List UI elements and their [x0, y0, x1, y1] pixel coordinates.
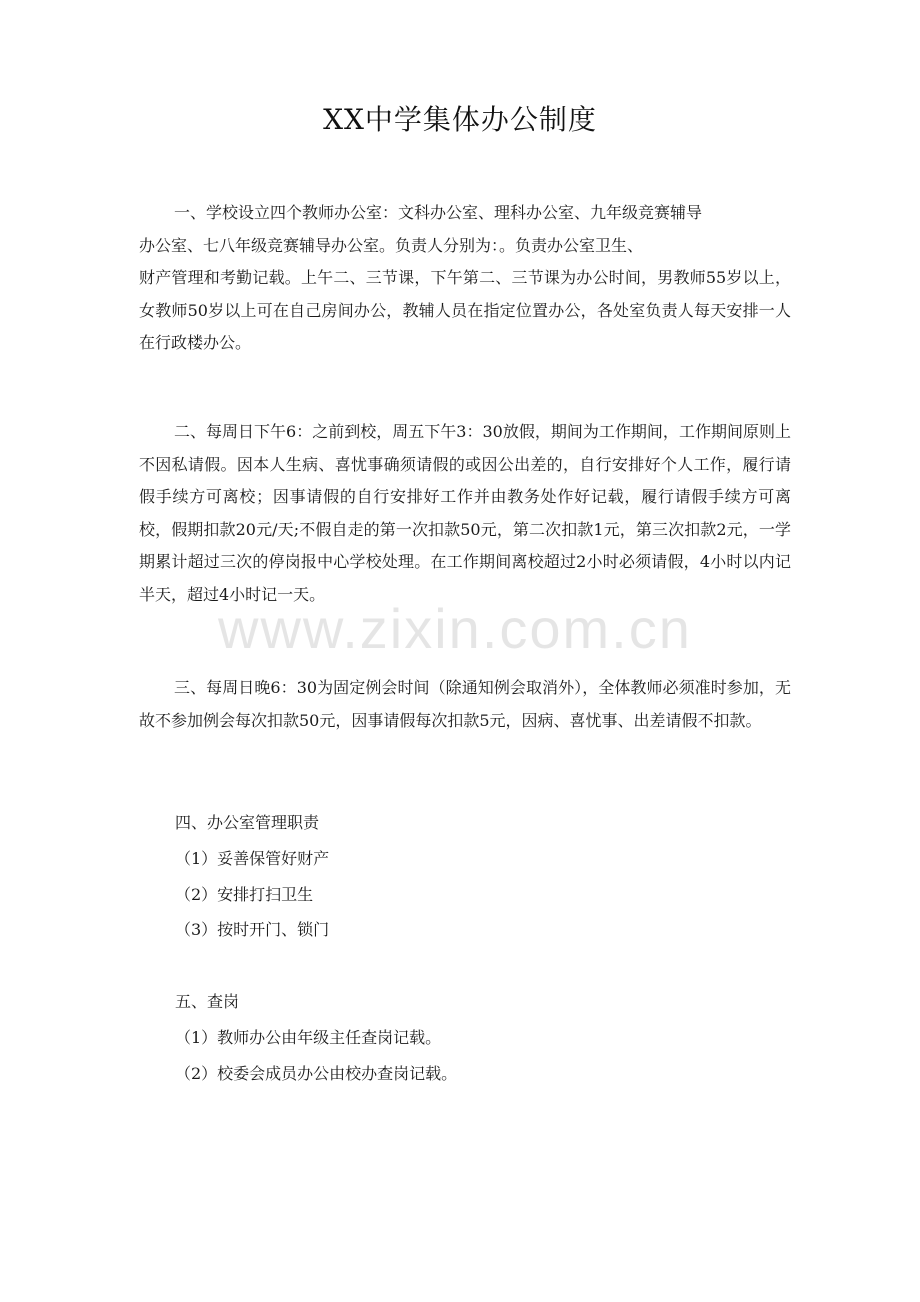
watermark: www.zixin.com.cn — [218, 597, 692, 660]
document-title: XX中学集体办公制度 — [323, 103, 597, 136]
section-1-paragraph — [139, 197, 791, 360]
section-5-heading: 五、查岗 — [175, 992, 240, 1011]
section-5-item-1: （1）教师办公由年级主任查岗记载。 — [175, 1028, 442, 1047]
section-1-rest: 财产管理和考勤记载。上午二、三节课，下午第二、三节课为办公时间，男教师55岁以上，女教师50岁以上可在自己房间办公，教辅人员在指定位置办公，各处室负责人每天安排一人在行政楼办公。 — [139, 268, 791, 353]
section-4-item-1: （1）妥善保管好财产 — [175, 849, 330, 868]
section-1-line-2: 办公室、七八年级竞赛辅导办公室。负责人分别为：。负责办公室卫生、 — [139, 235, 644, 255]
section-5-item-2: （2）校委会成员办公由校办查岗记载。 — [175, 1064, 458, 1083]
section-4-item-2: （2）安排打扫卫生 — [175, 885, 314, 904]
section-4-item-3: （3）按时开门、锁门 — [175, 920, 330, 939]
section-4-heading: 四、办公室管理职责 — [175, 813, 320, 832]
section-1-line-1: 一、学校设立四个教师办公室：文科办公室、理科办公室、九年级竞赛辅导 — [174, 203, 703, 222]
section-2-paragraph: 二、每周日下午6：之前到校，周五下午3：30放假，期间为工作期间，工作期间原则上不因私请假。因本人生病、喜忧事确须请假的或因公出差的，自行安排好个人工作，履行请假手续方可离校；因事请假的自行安排好工作并由教务处作好记载，履行请假手续方可离校，假期扣款20元/天;不假自走的第一次扣款50元，第二次扣款1元，第三次扣款2元，一学期累计超过三次的停岗报中心学校处理。在工作期间离校超过2小时必须请假，4小时以内记半天，超过4小时记一天。 — [139, 422, 791, 604]
section-3-paragraph: 三、每周日晚6：30为固定例会时间（除通知例会取消外），全体教师必须准时参加，无故不参加例会每次扣款50元，因事请假每次扣款5元，因病、喜忧事、出差请假不扣款。 — [139, 678, 791, 730]
